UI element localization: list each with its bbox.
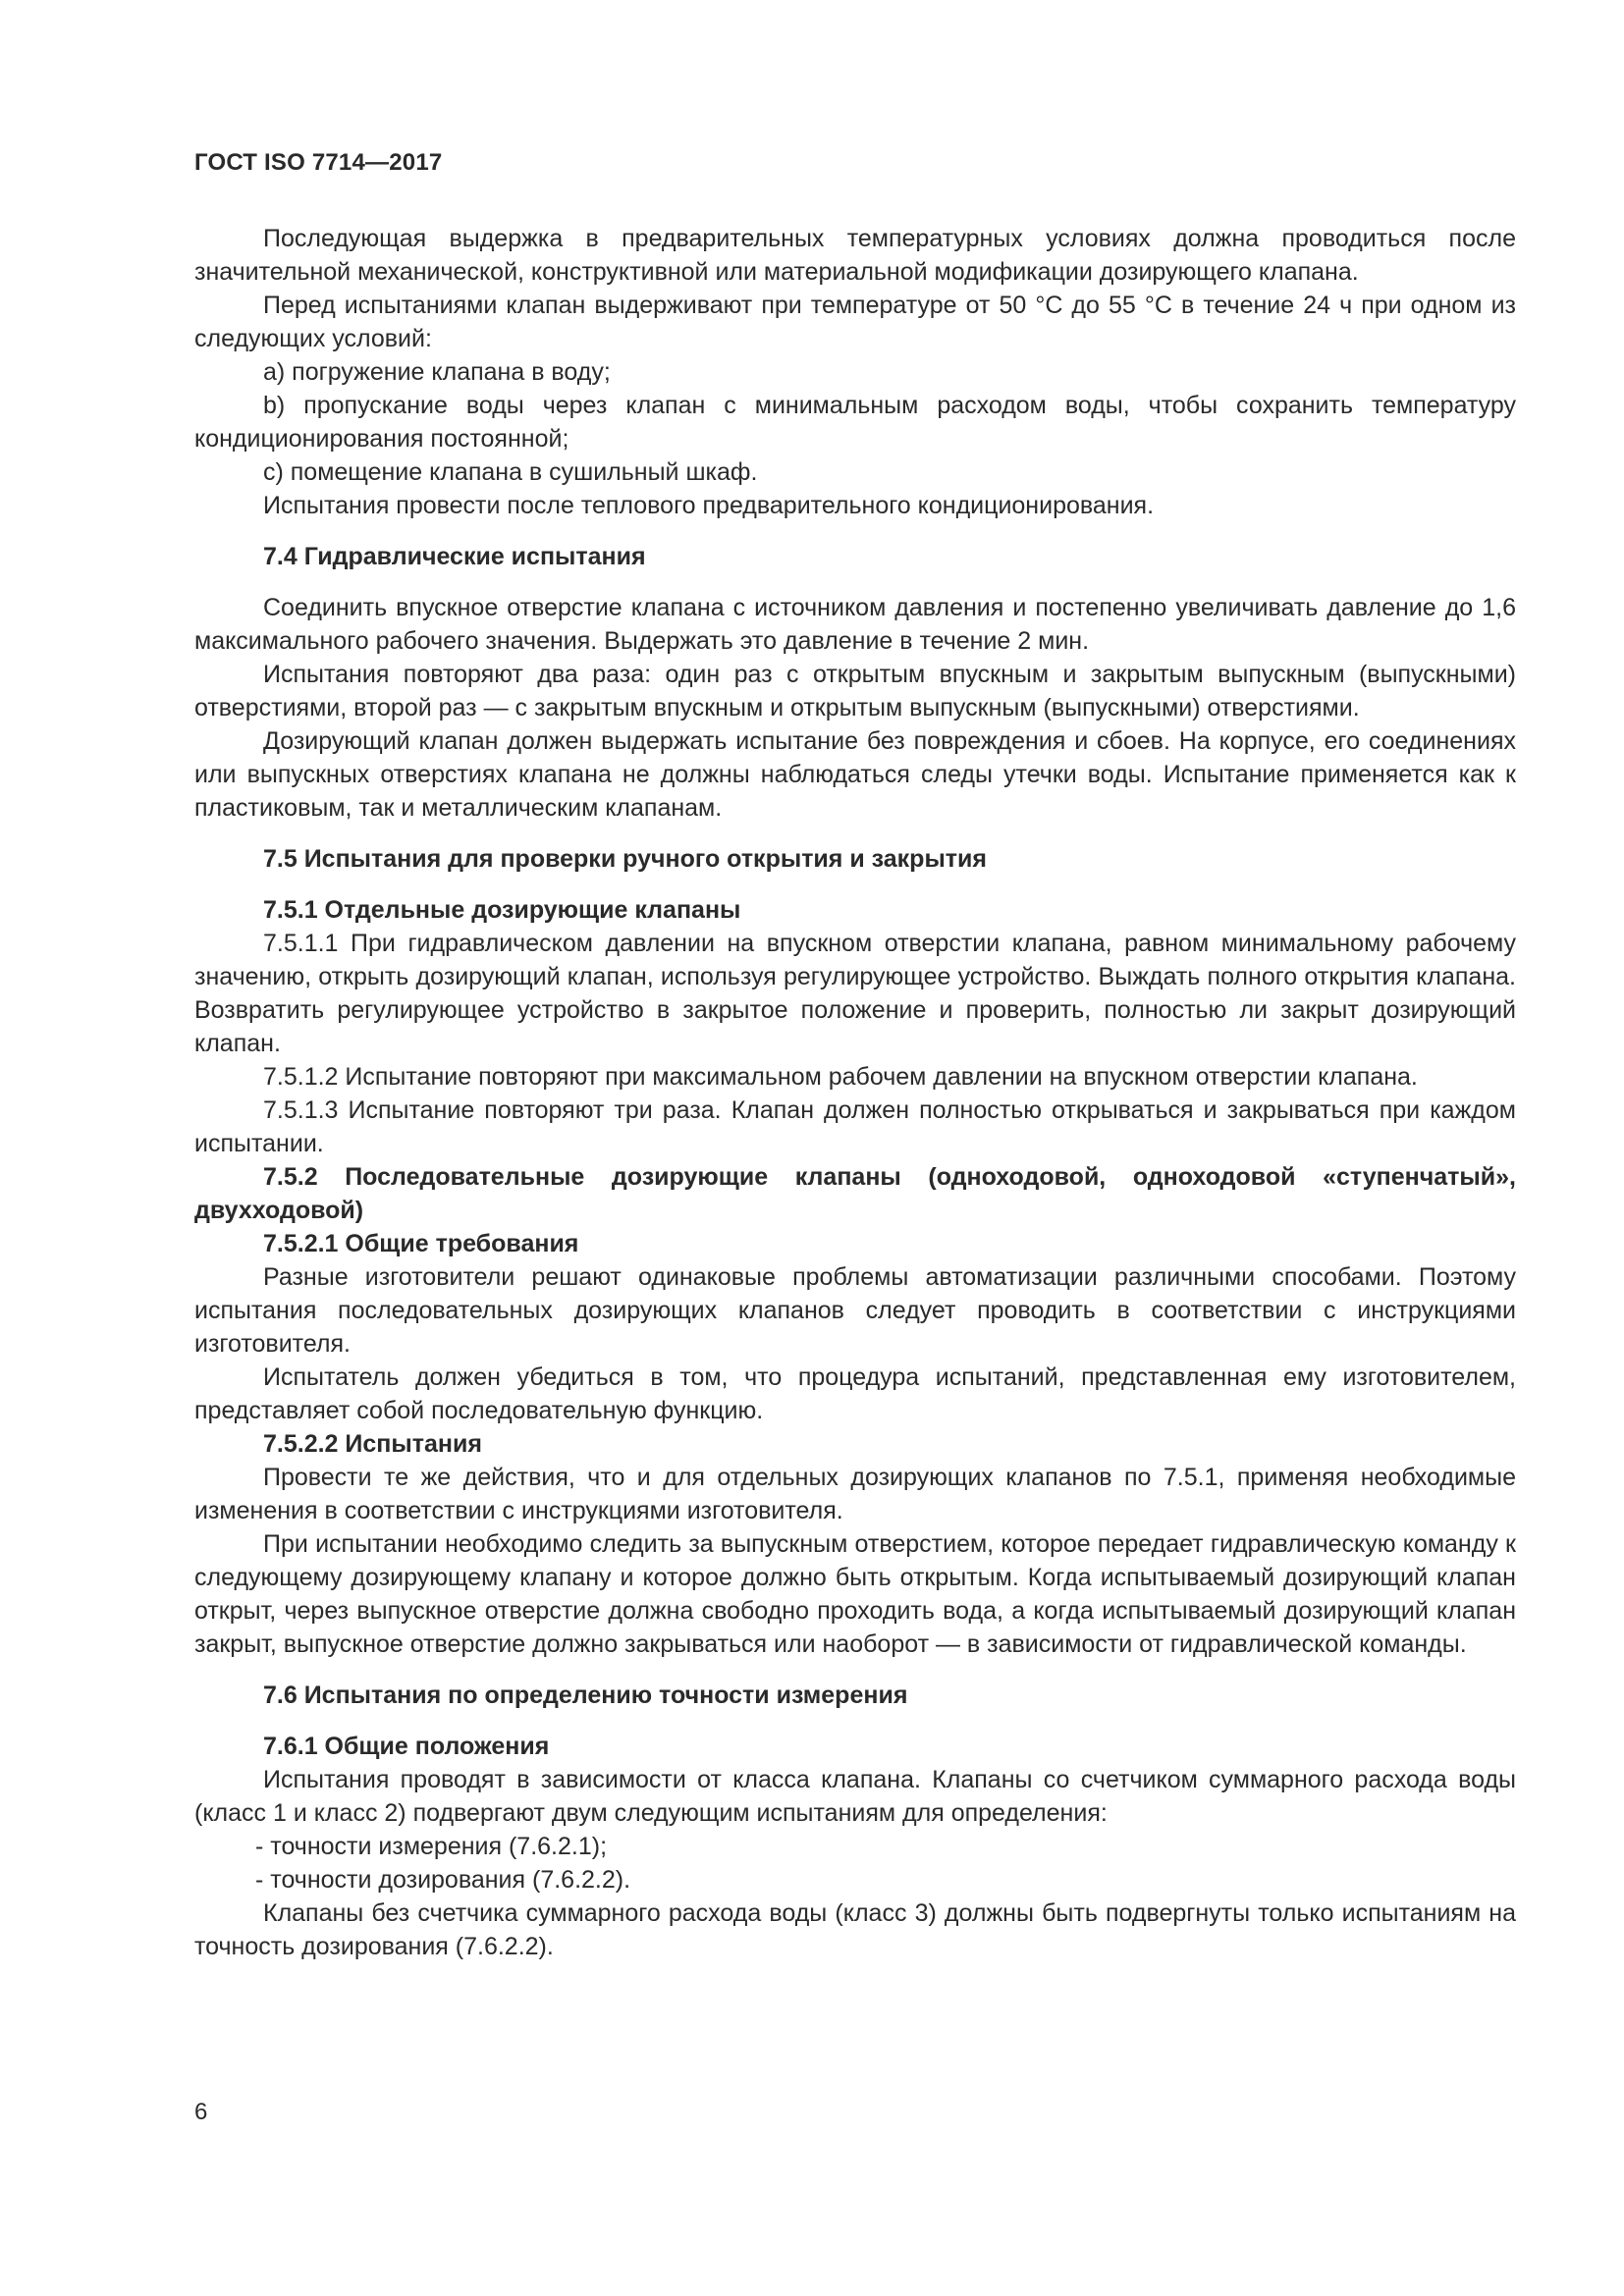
list-item: - точности дозирования (7.6.2.2).: [255, 1866, 631, 1894]
list-item: с) помещение клапана в сушильный шкаф.: [263, 458, 758, 486]
section-heading-7-6-1: 7.6.1 Общие положения: [263, 1733, 550, 1760]
paragraph: Испытания провести после теплового предварительного кондиционирования.: [263, 492, 1155, 519]
paragraph: Соединить впускное отверстие клапана с источником давления и постепенно увеличивать давление до 1,6 максимального рабочего значения. Выдержать это давление в течение 2 мин.: [194, 594, 1516, 655]
paragraph: 7.5.1.1 При гидравлическом давлении на впускном отверстии клапана, равном минимальному рабочему значению, открыть дозирующий клапан, используя регулирующее устройство. Выждать полного открытия клапана. Возвратить регулирующее устройство в закрытое положение и проверить, полностью ли закрыт дозирующий клапан.: [194, 930, 1516, 1057]
document-header: ГОСТ ISO 7714—2017: [194, 149, 443, 176]
paragraph: Дозирующий клапан должен выдержать испытание без повреждения и сбоев. На корпусе, его соединениях или выпускных отверстиях клапана не должны наблюдаться следы утечки воды. Испытание применяется как к пластиковым, так и металлическим клапанам.: [194, 727, 1516, 822]
section-heading-7-5: 7.5 Испытания для проверки ручного открытия и закрытия: [263, 845, 987, 873]
paragraph: 7.5.1.3 Испытание повторяют три раза. Клапан должен полностью открываться и закрываться при каждом испытании.: [194, 1096, 1516, 1157]
page-number: 6: [194, 2099, 208, 2125]
section-heading-7-6: 7.6 Испытания по определению точности измерения: [263, 1682, 908, 1709]
section-heading-7-5-2-2: 7.5.2.2 Испытания: [263, 1430, 482, 1458]
paragraph: Испытания повторяют два раза: один раз с открытым впускным и закрытым выпускным (выпускными) отверстиями, второй раз — с закрытым впускным и открытым выпускным (выпускными) отверстиями.: [194, 661, 1516, 721]
paragraph: Перед испытаниями клапан выдерживают при температуре от 50 °С до 55 °С в течение 24 ч при одном из следующих условий:: [194, 292, 1516, 352]
paragraph: Клапаны без счетчика суммарного расхода воды (класс 3) должны быть подвергнуты только испытаниям на точность дозирования (7.6.2.2).: [194, 1899, 1516, 1960]
section-heading-7-4: 7.4 Гидравлические испытания: [263, 543, 646, 570]
paragraph: Провести те же действия, что и для отдельных дозирующих клапанов по 7.5.1, применяя необходимые изменения в соответствии с инструкциями изготовителя.: [194, 1464, 1516, 1524]
section-heading-7-5-2-1: 7.5.2.1 Общие требования: [263, 1230, 579, 1257]
paragraph: Разные изготовители решают одинаковые проблемы автоматизации различными способами. Поэтому испытания последовательных дозирующих клапанов следует проводить в соответствии с инструкциями изготовителя.: [194, 1263, 1516, 1358]
paragraph: Испытатель должен убедиться в том, что процедура испытаний, представленная ему изготовителем, представляет собой последовательную функцию.: [194, 1363, 1516, 1424]
paragraph: 7.5.1.2 Испытание повторяют при максимальном рабочем давлении на впускном отверстии клапана.: [263, 1063, 1418, 1091]
document-body: [194, 222, 1516, 1963]
paragraph: Последующая выдержка в предварительных температурных условиях должна проводиться после значительной механической, конструктивной или материальной модификации дозирующего клапана.: [194, 225, 1516, 286]
section-heading-7-5-1: 7.5.1 Отдельные дозирующие клапаны: [263, 896, 741, 924]
list-item: а) погружение клапана в воду;: [263, 358, 611, 386]
section-heading-7-5-2: 7.5.2 Последовательные дозирующие клапаны (одноходовой, одноходовой «ступенчатый», двухходовой): [194, 1163, 1516, 1224]
list-item: b) пропускание воды через клапан с минимальным расходом воды, чтобы сохранить температуру кондиционирования постоянной;: [194, 392, 1516, 453]
paragraph: Испытания проводят в зависимости от класса клапана. Клапаны со счетчиком суммарного расхода воды (класс 1 и класс 2) подвергают двум следующим испытаниям для определения:: [194, 1766, 1516, 1827]
paragraph: При испытании необходимо следить за выпускным отверстием, которое передает гидравлическую команду к следующему дозирующему клапану и которое должно быть открытым. Когда испытываемый дозирующий клапан открыт, через выпускное отверстие должна свободно проходить вода, а когда испытываемый дозирующий клапан закрыт, выпускное отверстие должно закрываться или наоборот — в зависимости от гидравлической команды.: [194, 1530, 1516, 1658]
list-item: - точности измерения (7.6.2.1);: [255, 1833, 608, 1860]
